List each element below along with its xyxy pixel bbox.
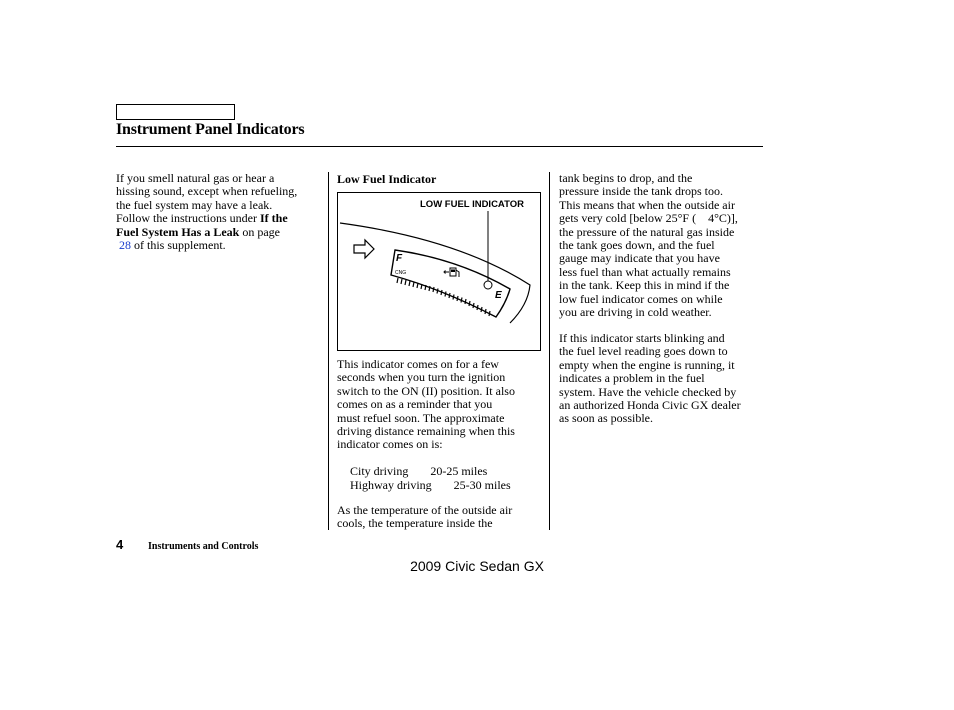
paragraph-line: the tank goes down, and the fuel [559, 238, 715, 253]
paragraph-line: you are driving in cold weather. [559, 305, 712, 320]
distance-row-highway [350, 478, 511, 493]
paragraph-line: This indicator comes on for a few [337, 357, 499, 371]
paragraph-line: As the temperature of the outside air [337, 503, 513, 517]
temperature-paragraph [337, 504, 543, 531]
svg-text:F: F [396, 253, 403, 264]
paragraph-line: switch to the ON (II) position. It also [337, 383, 515, 398]
paragraph-line: seconds when you turn the ignition [337, 370, 506, 385]
distance-value: 25-30 miles [453, 478, 511, 492]
col1-line-with-link [116, 239, 328, 252]
svg-text:CNG: CNG [395, 270, 407, 276]
paragraph-line: gauge may indicate that you have [559, 251, 720, 266]
low-fuel-figure [337, 192, 541, 351]
page-link[interactable]: 28 [119, 238, 131, 253]
low-fuel-paragraph [337, 358, 543, 452]
paragraph-line: If this indicator starts blinking and [559, 331, 725, 345]
column-divider-left [328, 172, 329, 530]
leak-reference-bold: If the [260, 211, 288, 226]
column-1 [116, 172, 328, 252]
paragraph-line: cools, the temperature inside the [337, 516, 493, 531]
paragraph-line: driving distance remaining when this [337, 424, 515, 439]
leak-reference-bold: Fuel System Has a Leak [116, 224, 240, 239]
paragraph-line: as soon as possible. [559, 411, 653, 426]
paragraph-line: indicates a problem in the fuel [559, 371, 705, 386]
fuel-gauge-illustration [338, 193, 540, 350]
paragraph-line: gets very cold [below 25°F ( 4°C)], [559, 211, 738, 226]
paragraph-line: pressure inside the tank drops too. [559, 184, 723, 199]
model-footer: 2009 Civic Sedan GX [410, 558, 544, 574]
paragraph-line: system. Have the vehicle checked by [559, 384, 737, 399]
column-divider-right [549, 172, 550, 530]
col1-line: If you smell natural gas or hear a [116, 171, 275, 185]
distance-row-city [350, 464, 487, 479]
paragraph-line: the pressure of the natural gas inside [559, 224, 735, 239]
paragraph-line: must refuel soon. The approximate [337, 410, 505, 425]
header-rule [116, 146, 763, 147]
paragraph-line: indicator comes on is: [337, 437, 443, 452]
paragraph-line: in the tank. Keep this in mind if the [559, 278, 730, 293]
distance-value: 20-25 miles [430, 464, 488, 478]
paragraph-line: tank begins to drop, and the [559, 171, 693, 185]
paragraph-line: empty when the engine is running, it [559, 357, 735, 372]
page-number: 4 [116, 537, 124, 552]
paragraph-line: an authorized Honda Civic GX dealer [559, 398, 741, 413]
header-tab-box [116, 104, 235, 120]
distance-label: City driving [350, 464, 409, 478]
col1-line: hissing sound, except when refueling, [116, 184, 298, 199]
paragraph-line: the fuel level reading goes down to [559, 344, 728, 359]
figure-callout-label: LOW FUEL INDICATOR [420, 199, 524, 210]
col1-line-with-bold [116, 212, 328, 225]
svg-text:E: E [495, 290, 502, 301]
col1-line: Follow the instructions under [116, 211, 257, 226]
col1-text: of this supplement. [131, 238, 226, 253]
section-name: Instruments and Controls [148, 541, 259, 552]
column-3-paragraph-2 [559, 332, 765, 426]
column-3-paragraph-1 [559, 172, 765, 319]
col1-text: on page [239, 224, 280, 239]
col1-line: the fuel system may have a leak. [116, 197, 273, 212]
col1-line-with-bold [116, 226, 328, 239]
distance-label: Highway driving [350, 478, 432, 492]
paragraph-line: This means that when the outside air [559, 197, 735, 212]
paragraph-line: comes on as a reminder that you [337, 397, 493, 412]
page-title: Instrument Panel Indicators [116, 121, 305, 138]
low-fuel-heading: Low Fuel Indicator [337, 172, 437, 186]
paragraph-line: low fuel indicator comes on while [559, 291, 723, 306]
paragraph-line: less fuel than what actually remains [559, 264, 731, 279]
